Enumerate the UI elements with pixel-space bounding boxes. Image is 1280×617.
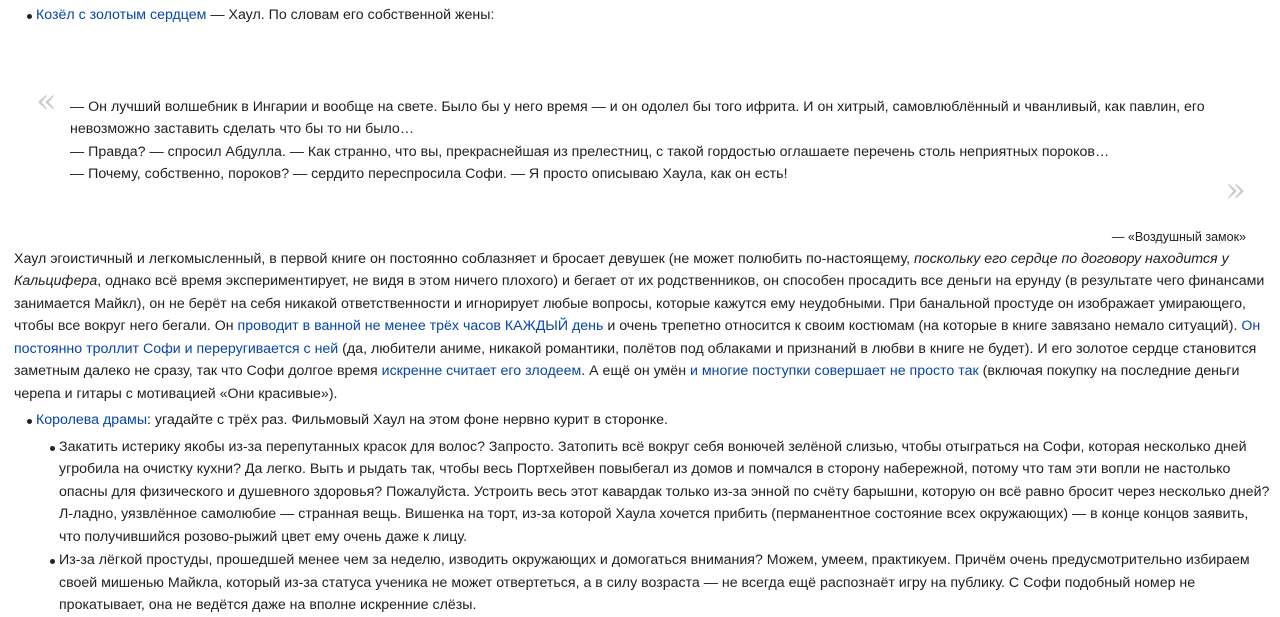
- quote-attribution: — «Воздушный замок»: [1111, 229, 1246, 244]
- paragraph-text: (включая покупку на последние деньги черепа и гитары с мотивацией «Они красивые»).: [14, 363, 1240, 402]
- paragraph-text: . А ещё он умён: [581, 363, 690, 379]
- paragraph-text: Хаул эгоистичный и легкомысленный, в первой книге он постоянно соблазняет и бросает девушек (не может полюбить по-настоящему,: [14, 250, 915, 267]
- body-paragraph: [14, 248, 1270, 406]
- trope-link-drama-queen[interactable]: Королева драмы: [36, 412, 148, 428]
- quote-lines: [70, 96, 1244, 186]
- trope-list-top: [14, 4, 1270, 27]
- sublist-item: Из-за лёгкой простуды, прошедшей менее чем за неделю, изводить окружающих и домогаться внимания? Можем, умеем, практикуем. Причём очень предусмотрительно избираем своей мишенью Майкла, который из-за статуса ученика не может отвертеться, а в силу возраста — не всегда ещё распознаёт игру на публику. С Софи подобный номер не прокатывает, она не ведётся даже на вполне искренние слёзы.: [14, 549, 1270, 617]
- paragraph-italic-text: поскольку его сердце по договору находится у Кальцифера: [14, 250, 1229, 289]
- trope-link-bathroom[interactable]: проводит в ванной не менее трёх часов КАЖДЫЙ день: [237, 318, 604, 334]
- paragraph-text: , однако всё время экспериментирует, не видя в этом ничего плохого) и бегает от их родственников, он способен просадить все деньги на ерунду (в результате чего финансами занимается Майкл), он не берёт на себя никакой ответственности и игнорирует любые вопросы, которые кажутся ему неудобными. При банальной простуде он изображает умирающего, чтобы все вокруг него бегали. Он: [14, 273, 1265, 334]
- blockquote: [14, 55, 1270, 228]
- list-item-drama: [14, 409, 1270, 617]
- trope-link-deeds[interactable]: и многие поступки совершает не просто так: [689, 363, 979, 379]
- open-quote-icon: «: [36, 80, 57, 121]
- sublist-item: Закатить истерику якобы из-за перепутанных красок для волос? Запросто. Затопить всё вокруг себя вонючей зелёной слизью, чтобы отыграться на Софи, которая несколько дней угробила на очистку кухни? Да легко. Выть и рыдать так, чтобы весь Портхейвен повыбегал из домов и помчался в сторону набережной, потому что там эти вопли не настолько опасны для физического и душевного здоровья? Пожалуйста. Устроить весь этот кавардак только из-за энной по счёту барышни, которую он всё равно бросит через несколько дней? Л-ладно, уязвлённое самолюбие — странная вещь. Вишенка на торт, из-за которой Хаула хочется прибить (перманентное состояние всех окружающих) — в конце концов заявить, что получившийся розово-рыжий цвет ему очень даже к лицу.: [14, 436, 1270, 549]
- paragraph-text: и очень трепетно относится к своим костюмам (на которые в книге завязано немало ситуаций).: [603, 318, 1242, 334]
- drama-sublist: [36, 436, 1270, 617]
- quote-line: — Правда? — спросил Абдулла. — Как странно, что вы, прекраснейшая из прелестниц, с такой гордостью оглашаете перечень столь неприятных пороков…: [70, 143, 1110, 160]
- list-item-goat-text: — Хаул. По словам его собственной жены:: [206, 7, 495, 23]
- list-item-goat: [14, 4, 1270, 27]
- list-item-drama-text: : угадайте с трёх раз. Фильмовый Хаул на этом фоне нервно курит в сторонке.: [147, 412, 668, 428]
- quote-line: — Он лучший волшебник в Ингарии и вообще на свете. Было бы у него время — и он одолел бы того ифрита. И он хитрый, самовлюблённый и чванливый, как павлин, его невозможно заставить сделать что бы то ни было…: [70, 98, 1205, 137]
- trope-link-goat[interactable]: Козёл с золотым сердцем: [36, 7, 207, 23]
- trope-list-drama: [14, 409, 1270, 617]
- paragraph-text: (да, любители аниме, никакой романтики, полётов под облаками и признаний в любви в книге не будет). И его золотое сердце становится заметным далеко не сразу, так что Софи долгое время: [14, 340, 1257, 379]
- trope-link-trolling[interactable]: Он постоянно троллит Софи и переругивается с ней: [14, 318, 1261, 357]
- quote-line: — Почему, собственно, пороков? — сердито переспросила Софи. — Я просто описываю Хаула, как он есть!: [70, 166, 788, 182]
- close-quote-icon: »: [1225, 169, 1246, 210]
- trope-link-villain[interactable]: искренне считает его злодеем: [381, 363, 582, 379]
